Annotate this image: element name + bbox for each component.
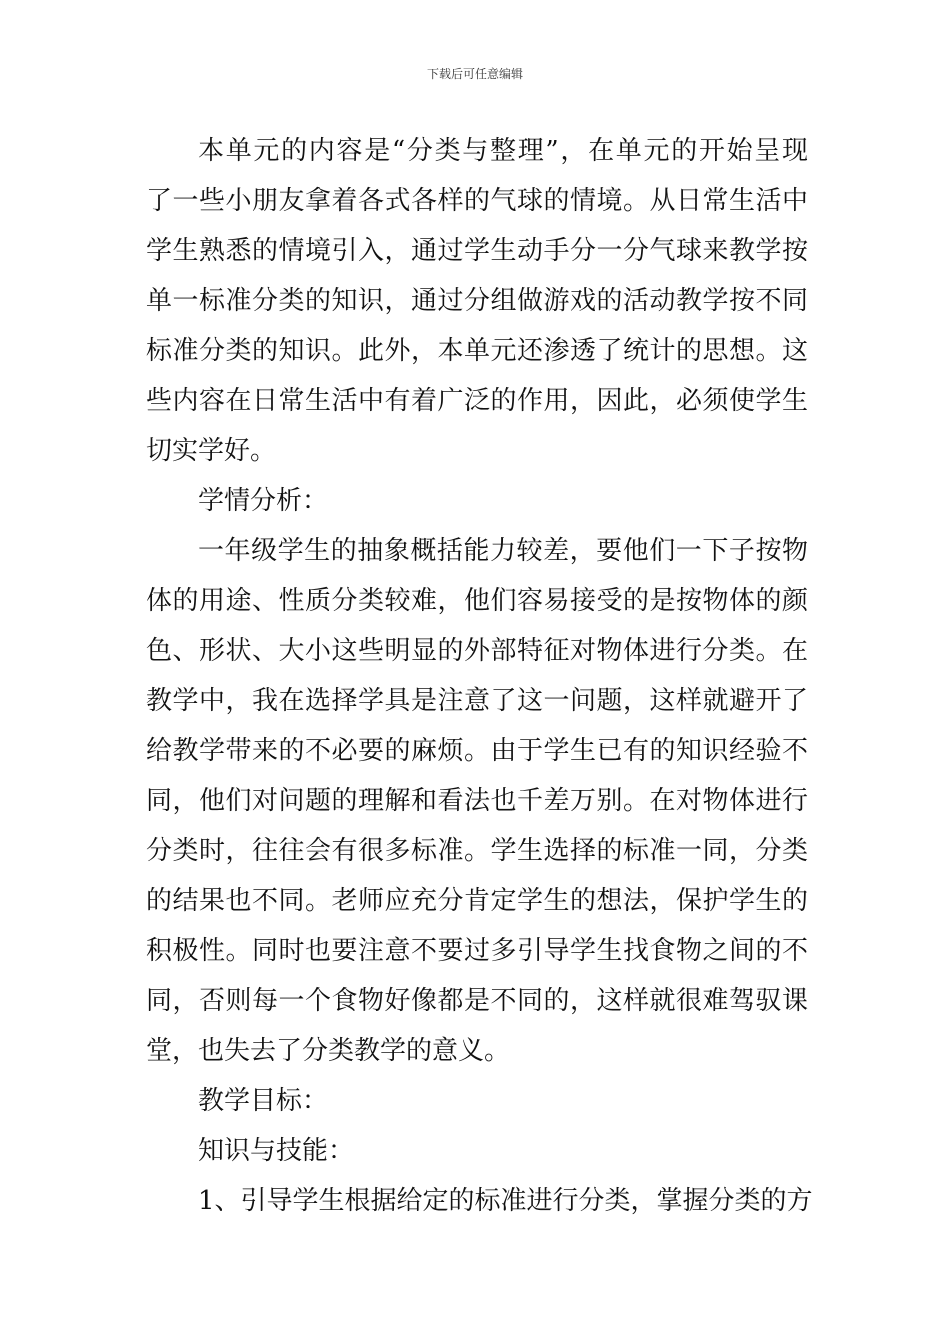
text-line: 体的用途、性质分类较难，他们容易接受的是按物体的颜 xyxy=(146,586,808,616)
list-item: 1、引导学生根据给定的标准进行分类，掌握分类的方 xyxy=(198,1186,813,1216)
text-line: 一年级学生的抽象概括能力较差，要他们一下子按物 xyxy=(198,536,808,566)
section-heading: 教学目标： xyxy=(198,1086,329,1116)
text-line: 本单元的内容是“分类与整理”，在单元的开始呈现 xyxy=(198,136,808,166)
text-line: 单一标准分类的知识，通过分组做游戏的活动教学按不同 xyxy=(146,286,808,316)
header-note: 下载后可任意编辑 xyxy=(426,67,523,81)
section-heading: 学情分析： xyxy=(198,486,329,516)
text-line: 些内容在日常生活中有着广泛的作用，因此，必须使学生 xyxy=(146,386,808,416)
text-line: 分类时，往往会有很多标准。学生选择的标准一同，分类 xyxy=(146,836,808,866)
text-line: 了一些小朋友拿着各式各样的气球的情境。从日常生活中 xyxy=(146,186,808,216)
text-line: 切实学好。 xyxy=(146,436,277,466)
text-line: 标准分类的知识。此外，本单元还渗透了统计的思想。这 xyxy=(146,336,808,366)
text-line: 同，他们对问题的理解和看法也千差万别。在对物体进行 xyxy=(146,786,808,816)
text-line: 教学中，我在选择学具是注意了这一问题，这样就避开了 xyxy=(146,686,808,716)
text-line: 堂，也失去了分类教学的意义。 xyxy=(146,1036,511,1066)
text-line: 学生熟悉的情境引入，通过学生动手分一分气球来教学按 xyxy=(146,236,808,266)
text-line: 的结果也不同。老师应充分肯定学生的想法，保护学生的 xyxy=(146,886,808,916)
text-line: 同，否则每一个食物好像都是不同的，这样就很难驾驭课 xyxy=(146,986,808,1016)
document-body xyxy=(146,126,813,1226)
text-line: 积极性。同时也要注意不要过多引导学生找食物之间的不 xyxy=(146,936,808,966)
text-line: 给教学带来的不必要的麻烦。由于学生已有的知识经验不 xyxy=(146,736,808,766)
text-line: 色、形状、大小这些明显的外部特征对物体进行分类。在 xyxy=(146,636,808,666)
section-heading: 知识与技能： xyxy=(198,1136,355,1166)
